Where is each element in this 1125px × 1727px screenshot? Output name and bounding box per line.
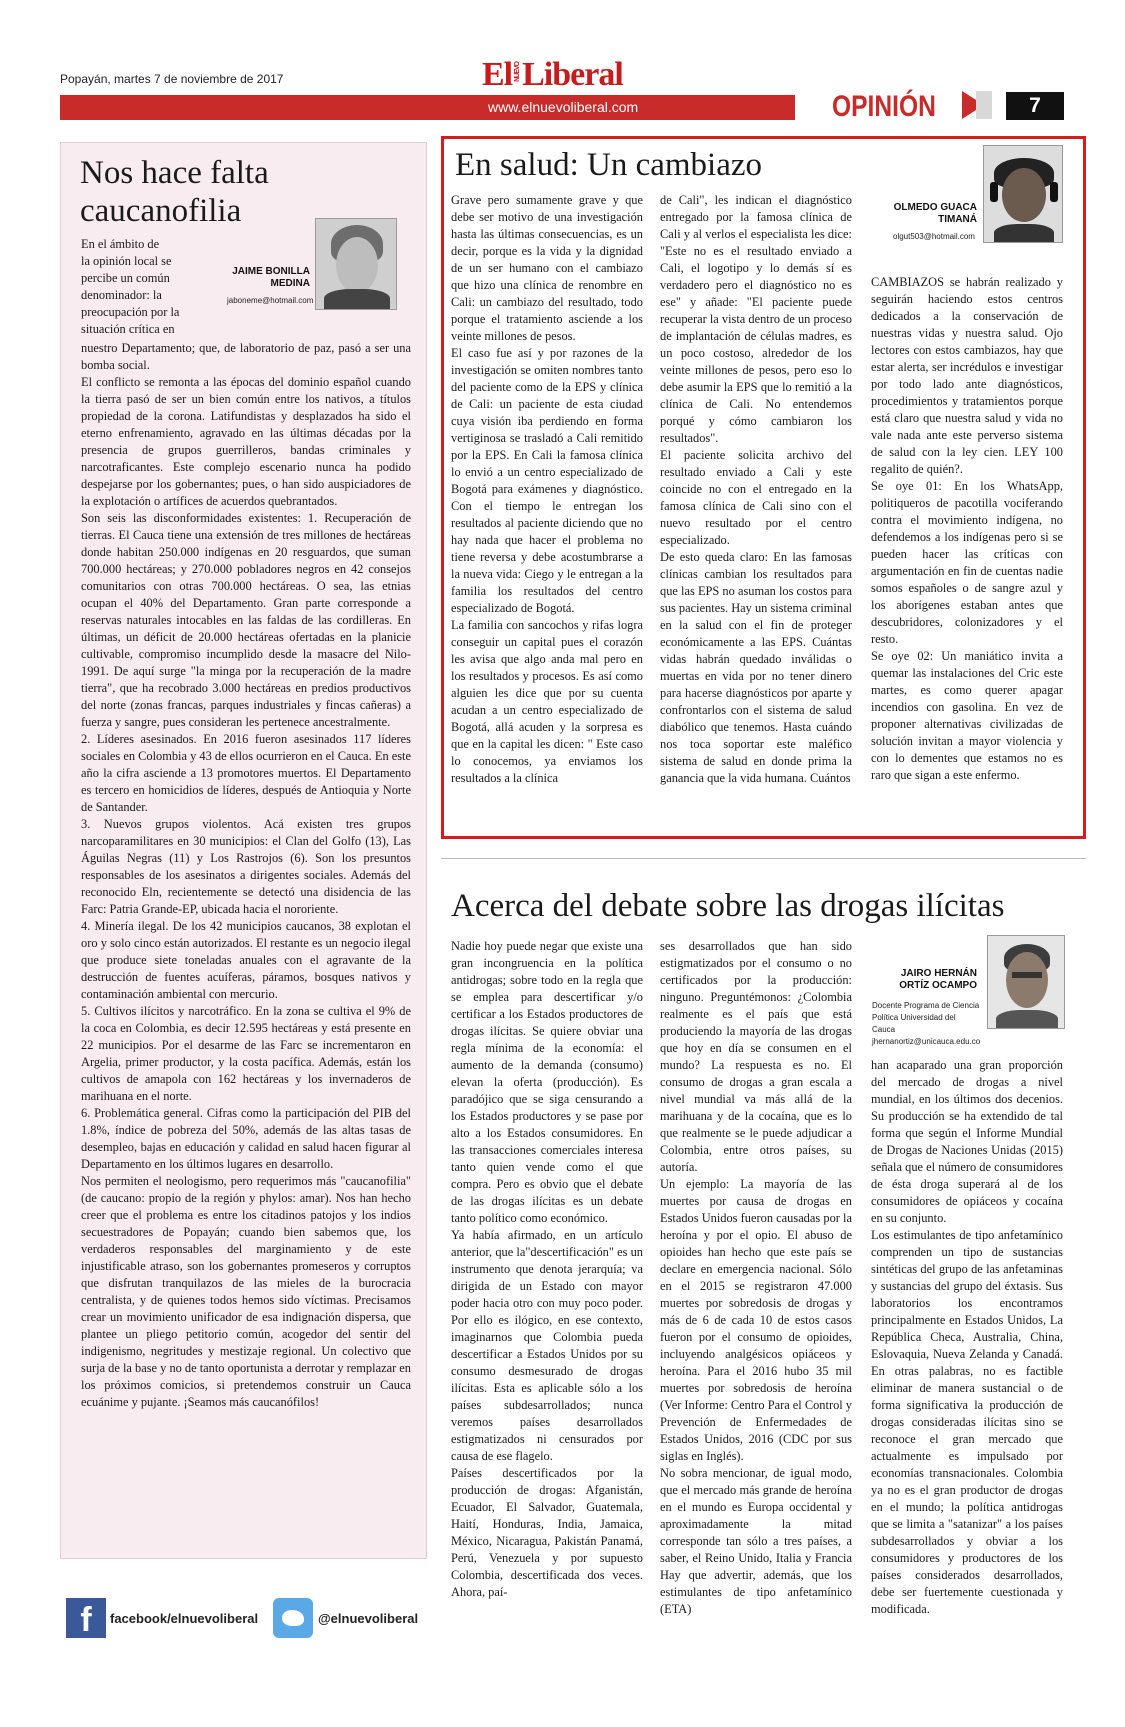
top-article-col3: CAMBIAZOS se habrán realizado y seguirán haciendo estos centros dedicados a la conservación de nuestras vidas y nuestra salud. Ojo lectores con estos cambiazos, hay que estar alerta, ser incrédulos e investigar por todo lado ante diagnósticos, procedimientos y tratamientos porque está claro que nuestra salud y vida no vale nada ante este perverso sistema de salud con la ley cien. LEY 100 regalito de quién?. Se oye 01: En los WhatsApp, politiqueros de pacotilla vociferando contra el movimiento indígena, no defendemos a los indígenas pero si se pueden hacer las críticas con argumentación en fin de cuentas nadie somos españoles o de sangre azul y los aborígenes estaban antes que descubridores, colonizadores y el resto. Se oye 02: Un maniático invita a quemar las instalaciones del Cric este martes, es como querer apagar incendios con gasolina. En vez de proponer alternativas civilizadas de solución invitan a mayor violencia y con lo dementes que estamos no es raro que sigan a este enfermo. — [871, 275, 1063, 782]
author-photo-bonilla — [315, 218, 397, 310]
author-photo-ortiz — [987, 935, 1065, 1029]
bottom-article-col1: Nadie hoy puede negar que existe una gran incongruencia en la política antidrogas; sobre todo en la regla que se emplea para descertificar y/o certificar a los Estados productores de drogas ilícitas. Se quiere obviar una regla mínima de la economía: el aumento de la demanda (consumo) elevan la oferta (producción). Es paradójico que se siga censurando a los Estados productores y se pase por alto a los Estados consumidores. En las transacciones comerciales interesa tanto quien vende como el que compra. Pero es obvio que el debate de las drogas ilícitas es un debate tanto político como económico. Ya había afirmado, en un artículo anterior, que la"descertificación" es un instrumento que denota jerarquía; va dirigida de un Estado con mayor poder hacia otro con muy poco poder. Por ello es ilógico, en ese contexto, imaginarnos que Colombia pueda descertificar a Estados Unidos por su consumo desmesurado de drogas ilícitas. Esta es aplicable sólo a los países subdesarrollados; nunca veremos países desarrollados estigmatizados ni censurados por causa de ese flagelo. Países descertificados por la producción de drogas: Afganistán, Ecuador, El Salvador, Guatemala, Haití, Honduras, India, Jamaica, México, Nicaragua, Pakistán Panamá, Perú, Venezuela y por supuesto Colombia, descertificada dos veces. Ahora, paí- — [451, 939, 643, 1599]
bottom-article-col2: ses desarrollados que han sido estigmatizados por el consumo o no certificados por la producción: ninguno. Preguntémonos: ¿Colombia realmente es el país que está produciendo la mayoría de las drogas que hoy en día se consumen en el mundo? La respuesta es no. El consumo de drogas a gran escala a nivel mundial va más allá de la marihuana y de la cocaína, que es lo que realmente se le puede adjudicar a Colombia, entre otros países, su autoría. Un ejemplo: La mayoría de las muertes por causa de drogas en Estados Unidos fueron causadas por la heroína y por el opio. El abuso de opioides han hecho que este país se declare en emergencia nacional. Sólo en el 2015 se registraron 47.000 muertes por sobredosis de drogas y más de 6 de cada 10 de estos casos fueron por el consumo de opioides, incluyendo analgésicos opiáceos y heroína. Para el 2016 hubo 35 mil muertes por sobredosis de heroína (Ver Informe: Centro Para el Control y Prevención de Enfermedades de Estados Unidos, 2016 (CDC por sus siglas en Inglés). No sobra mencionar, de igual modo, que el mercado más grande de heroína en el mundo es Europa occidental y aproximadamente la mitad corresponde tan sólo a tres países, a saber, el Reino Unido, Italia y Francia Hay que advertir, además, que los estimulantes de tipo anfetamínico (ETA) — [660, 939, 852, 1616]
twitter-handle[interactable]: @elnuevoliberal — [318, 1611, 419, 1626]
logo-liberal: Liberal — [522, 56, 623, 93]
bottom-author-affiliation: Docente Programa de Ciencia Política Universidad del Cauca jhernanortiz@unicauca.edu.co — [872, 1001, 981, 1046]
top-author-email: olgut503@hotmail.com — [893, 232, 975, 241]
newspaper-logo[interactable] — [482, 58, 623, 92]
twitter-icon[interactable] — [273, 1598, 313, 1638]
left-author-email: jaboneme@hotmail.com — [227, 296, 314, 305]
facebook-icon[interactable]: f — [66, 1598, 106, 1638]
left-article-intro: En el ámbito de la opinión local se percibe un común denominador: la preocupación por la situación crítica en — [81, 237, 180, 336]
dateline: Popayán, martes 7 de noviembre de 2017 — [60, 72, 284, 86]
section-title: OPINIÓN — [832, 90, 936, 123]
top-article-col1: Grave pero sumamente grave y que debe ser motivo de una investigación hasta las últimas consecuencias, es un decir, porque es la vida y la dignidad de un ser humano con el cambiazo que hizo una clínica de renombre en Cali: un cambiazo del resultado, todo porque el tratamiento asciende a los veinte millones de pesos. El caso fue así y por razones de la investigación se omiten nombres tanto del paciente como de la EPS y clínica de Cali: un paciente de esta ciudad cuya visión iba perdiendo en forma vertiginosa se trasladó a Cali remitido por la EPS. En Cali la famosa clínica lo envió a un centro especializado de Bogotá para exámenes y diagnóstico. Con el tiempo le entregan los resultados al paciente diciendo que no hay nada que hacer el problema no tiene reversa y debe acostumbrarse a la nueva vida: Ciego y le entregan a la familia los resultados del centro especializado de Bogotá. La familia con sancochos y rifas logra conseguir un capital pues el corazón les avisa que algo anda mal pero en los resultados y procesos. Es así como alguien les dice que por su cuenta acudan a un centro especializado de Bogotá, allá acuden y la sorpresa es que en la capital les dicen: " Este caso lo conocemos, ya enviamos los resultados a la clínica — [451, 193, 643, 785]
author-photo-guaca — [983, 145, 1063, 243]
page-number: 7 — [1006, 92, 1064, 120]
bottom-article-col3: han acaparado una gran proporción del mercado de drogas a nivel mundial, en los últimos dos decenios. Su producción se ha extendido de tal forma que según el Informe Mundial de Drogas de Naciones Unidas (2015) señala que el número de consumidores de ésta droga superará al de los consumidores de opiáceos y cocaína en su conjunto. Los estimulantes de tipo anfetamínico comprenden un tipo de sustancias sintéticas del grupo de las anfetaminas y sustancias del grupo del éxtasis. Sus laboratorios los encontramos principalmente en Estados Unidos, La República Checa, Australia, China, Eslovaquia, Nueva Zelanda y Canadá. En otras palabras, no es factible eliminar de manera sustancial o de forma significativa la producción de drogas consideradas ilícitas sino se reconoce el gran mercado que actualmente es impulsado por economías transnacionales. Colombia ya no es el gran productor de drogas en el mundo; la política antidrogas que se limita a "satanizar" a los países subdesarrollados y obviar a los consumidores y productores de los países considerados desarrollados, debe ser fuertemente cuestionada y modificada. — [871, 1058, 1063, 1616]
section-divider — [441, 858, 1086, 859]
facebook-handle[interactable]: facebook/elnuevoliberal — [110, 1611, 259, 1626]
left-article-body: nuestro Departamento; que, de laboratorio de paz, pasó a ser una bomba social. El conflicto se remonta a las épocas del dominio español cuando la tierra pasó de ser un bien común entre los nativos, a títulos propiedad de la corona. Latifundistas y desplazados ha sido el eterno enfrenamiento, agravado en las últimas décadas por la presencia de grupos guerrilleros, bandas criminales y narcotraficantes. Este complejo escenario nunca ha podido despejarse por los gobernantes; pues, o han sido auspiciadores de la explotación o artífices de acuerdos quebrantados. Son seis las disconformidades existentes: 1. Recuperación de tierras. El Cauca tiene una extensión de tres millones de hectáreas donde habitan 250.000 indígenas en 20 resguardos, que suman 700.000 hectáreas; y 270.000 pobladores negros en 42 consejos comunitarios con otras 700.000 hectáreas. O sea, las etnias ocupan el 40% del Departamento. Gran parte corresponde a reservas naturales intocables en las faldas de las cordilleras. En últimas, un déficit de 20.000 hectáreas ofertadas en la planicie cultivable, compromiso incumplido desde la masacre del Nilo-1991. De aquí surge "la minga por la recuperación de la madre tierra", que ha recobrado 3.000 hectáreas en predios productivos del norte (zonas francas, parques industriales y fincas cañeras) a fuerza y sangre, pues consideran les pertenece ancestralmente. 2. Líderes asesinados. En 2016 fueron asesinados 117 líderes sociales en Colombia y 43 de ellos ocurrieron en el Cauca. En este año la cifra asciende a 13 promotores muertos. El Departamento es tercero en homicidios de líderes, después de Antioquia y Norte de Santander. 3. Nuevos grupos violentos. Acá existen tres grupos narcoparamilitares en 30 municipios: el Clan del Golfo (13), Las Águilas Negras (11) y Los Rastrojos (6). Son los presuntos responsables de los asesinatos a dirigentes sociales. Además del reconocido Eln, recientemente se detectó una disidencia de las Farc: Patria Grande-EP, ubicada hacia el nororiente. 4. Minería ilegal. De los 42 municipios caucanos, 38 explotan el oro y solo cinco están autorizados. El restante es un negocio ilegal que produce siete toneladas anuales con el agravante de la destrucción de fuentes acuíferas, páramos, bosques nativos y contaminación ambiental con mercurio. 5. Cultivos ilícitos y narcotráfico. En la zona se cultiva el 9% de la coca en Colombia, es decir 12.595 hectáreas y está presente en 22 municipios. Por el desarme de las Farc se incrementaron en Argelia, primer productor, y la costa pacífica. Además, están los cultivos de amapola con 162 hectáreas y los invernaderos de marihuana en el norte. 6. Problemática general. Cifras como la participación del PIB del 1.8%, índice de pobreza del 50%, además de las altas tasas de desempleo, bajas en educación y calidad en salud hacen figurar al Departamento en los últimos lugares en desarrollo. Nos permiten el neologismo, pero requerimos más "caucanofilia" (de caucano: propio de la región y phylos: amar). Nos han hecho creer que el problema es entre los citadinos patojos y los indios secuestradores de Popayán; cuando bien sabemos que, los verdaderos responsables del marginamiento y de este injustificable atraso, son los gobernantes promeseros y corruptos que disfrutan tranquilazos de las mieles de la burocracia centralista, y de quienes todos hemos sido víctimas. Precisamos crear un movimiento unificador de esa indignación dispersa, que plantee un pliego petitorio común, acogedor del sentir del indigenismo, negritudes y mestizaje regional. Un colectivo que surja de la base y no de tanto oportunista a derrotar y remplazar en los próximos comicios, si pretendemos construir un Cauca ecuánime y pujante. ¡Seamos más caucanófilos! — [81, 341, 411, 1409]
website-url[interactable]: www.elnuevoliberal.com — [488, 99, 639, 115]
bottom-article-title: Acerca del debate sobre las drogas ilícitas — [451, 888, 1005, 924]
top-author-name: OLMEDO GUACA TIMANÁ — [893, 202, 977, 225]
top-article-title: En salud: Un cambiazo — [455, 147, 762, 183]
left-author-name: JAIME BONILLA MEDINA — [232, 266, 310, 289]
chevron-gray-block — [976, 91, 992, 119]
header-red-bar — [60, 95, 795, 120]
logo-el: El — [482, 56, 513, 93]
logo-nuevo: NUEVO — [514, 62, 522, 82]
bottom-author-name: JAIRO HERNÁN ORTÍZ OCAMPO — [899, 968, 977, 991]
left-article-title: Nos hace falta caucanofilia — [80, 155, 269, 229]
top-article-col2: de Cali", les indican el diagnóstico entregado por la famosa clínica de Cali y al verlos el especialista les dice: "Este no es el resultado enviado a Cali, el logotipo y lo demás sí es verdadero pero el diagnóstico no es ese" y añade: "El paciente puede recuperar la vista dentro de un proceso de implantación de células madres, es un poco costoso, alrededor de los veinte millones de pesos, pero eso lo debe asumir la EPS que lo remitió a la clínica de Cali. No entendemos porqué y cómo cambiaron los resultados". El paciente solicita archivo del resultado enviado a Cali y este coincide no con el entregado en la famosa clínica de Cali sino con el nuevo resultado por el centro especializado. De esto queda claro: En las famosas clínicas cambian los resultados para que las EPS no asuman los costos para sus pacientes. Hay un sistema criminal en la salud con el fin de proteger económicamente a las EPS. Cuántas vidas habrán quedado inválidas o muertas en vida por no tener dinero para hacerse diagnósticos por aparte y confrontarlos con el sistema de salud diabólico que tenemos. Hasta cuándo nos toca soportar este maléfico sistema de salud en donde prima la ganancia que la vida humana. Cuántos — [660, 193, 852, 785]
